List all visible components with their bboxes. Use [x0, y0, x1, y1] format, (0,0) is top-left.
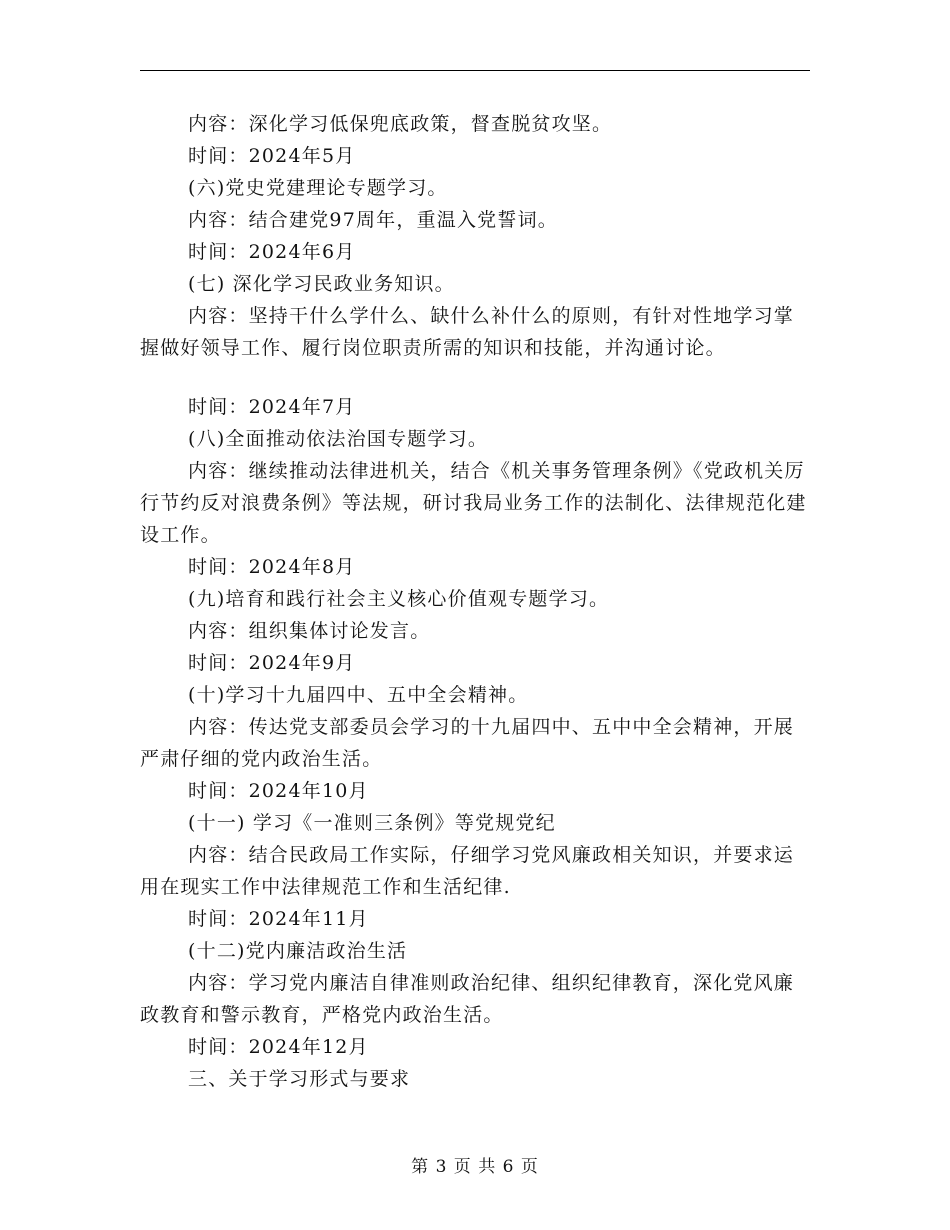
paragraph: 时间：2024年10月: [188, 780, 369, 802]
section-heading: (八)全面推动依法治国专题学习。: [188, 428, 489, 450]
paragraph: 时间：2024年11月: [188, 908, 369, 930]
paragraph: 内容：坚持干什么学什么、缺什么补什么的原则，有针对性地学习掌握做好领导工作、履行岗位职责所需的知识和技能，并沟通讨论。: [140, 305, 795, 359]
section-heading: (十二)党内廉洁政治生活: [188, 940, 408, 962]
paragraph: 内容：传达党支部委员会学习的十九届四中、五中中全会精神，开展严肃仔细的党内政治生活。: [140, 716, 795, 770]
paragraph: 内容：深化学习低保兜底政策，督查脱贫攻坚。: [188, 113, 613, 135]
section-heading: 三、关于学习形式与要求: [188, 1068, 411, 1090]
paragraph: 时间：2024年5月: [188, 145, 356, 167]
section-heading: (十一) 学习《一准则三条例》等党规党纪: [188, 812, 556, 834]
section-heading: (九)培育和践行社会主义核心价值观专题学习。: [188, 588, 610, 610]
paragraph: 内容：继续推动法律进机关，结合《机关事务管理条例》《党政机关厉行节约反对浪费条例》等法规，研讨我局业务工作的法制化、法律规范化建设工作。: [140, 460, 807, 546]
section-heading: (六)党史党建理论专题学习。: [188, 177, 448, 199]
page-number: 第 3 页 共 6 页: [411, 1157, 539, 1177]
section-heading: (十)学习十九届四中、五中全会精神。: [188, 684, 529, 706]
paragraph: 内容：组织集体讨论发言。: [188, 620, 431, 642]
paragraph: 时间：2024年12月: [188, 1036, 369, 1058]
document-body: [140, 108, 810, 1095]
paragraph: 时间：2024年8月: [188, 556, 356, 578]
paragraph: 内容：结合民政局工作实际，仔细学习党风廉政相关知识，并要求运用在现实工作中法律规范工作和生活纪律.: [140, 844, 795, 898]
paragraph: 内容：学习党内廉洁自律准则政治纪律、组织纪律教育，深化党风廉政教育和警示教育，严格党内政治生活。: [140, 972, 795, 1026]
section-heading: (七) 深化学习民政业务知识。: [188, 273, 455, 295]
header-rule: [140, 70, 810, 71]
paragraph: 时间：2024年7月: [188, 396, 356, 418]
paragraph: 时间：2024年9月: [188, 652, 356, 674]
paragraph: 内容：结合建党97周年，重温入党誓词。: [188, 209, 558, 231]
paragraph: 时间：2024年6月: [188, 241, 356, 263]
